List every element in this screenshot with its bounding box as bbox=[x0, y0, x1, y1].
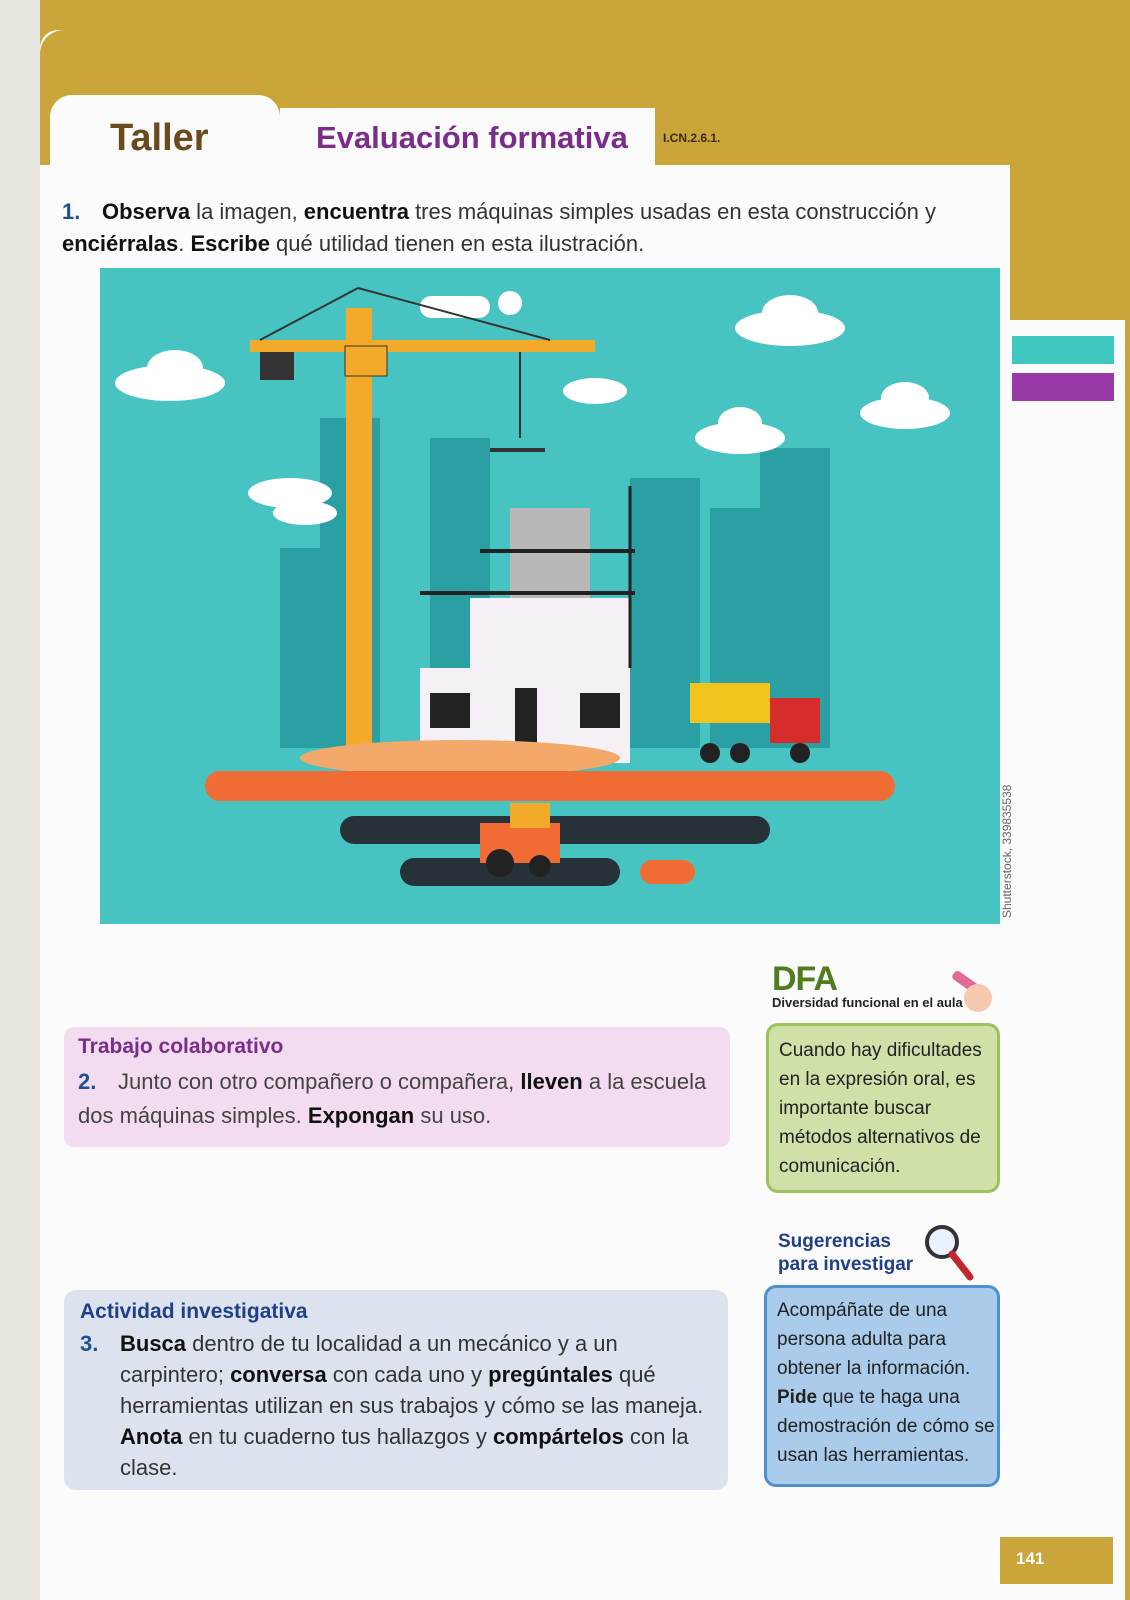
q1-verb-encuentra: encuentra bbox=[303, 199, 409, 224]
trabajo-colaborativo-box bbox=[64, 1027, 730, 1147]
q3-verb-conversa: conversa bbox=[230, 1362, 327, 1387]
purple-stripe bbox=[1012, 373, 1114, 401]
sugerencias-title bbox=[778, 1230, 913, 1276]
collab-title: Trabajo colaborativo bbox=[78, 1035, 284, 1058]
q1-verb-observa: Observa bbox=[102, 199, 191, 224]
gold-right-block bbox=[1010, 160, 1130, 320]
q3-content bbox=[120, 1328, 710, 1483]
q3-text: en tu cuaderno tus hallazgos y bbox=[182, 1424, 493, 1449]
q3-text: qué herramientas utilizan en sus trabajos y cómo se las maneja. bbox=[120, 1362, 704, 1418]
dfa-subtitle: Diversidad funcional en el aula bbox=[772, 995, 963, 1010]
q1-text: tres máquinas simples usadas en esta construcción y bbox=[408, 199, 936, 224]
question-3 bbox=[80, 1328, 720, 1483]
q1-text: . bbox=[178, 231, 191, 256]
question-1 bbox=[62, 196, 962, 260]
dfa-title: DFA bbox=[772, 960, 837, 998]
sugerencias-body bbox=[777, 1296, 999, 1470]
q3-text: dentro de tu localidad a un mecánico y a un carpintero; bbox=[120, 1331, 618, 1387]
q2-verb-lleven: lleven bbox=[520, 1069, 583, 1094]
image-credit: Shutterstock, 339835538 bbox=[1000, 784, 1014, 918]
sugerencias-title-line2: para investigar bbox=[778, 1254, 914, 1275]
taller-label: Taller bbox=[110, 117, 209, 159]
sug-text: Acompáñate de una persona adulta para obtener la información. bbox=[777, 1300, 971, 1379]
taller-tab bbox=[50, 95, 280, 185]
q3-text: con la clase. bbox=[120, 1424, 689, 1480]
dfa-body: Cuando hay dificultades en la expresión oral, es importante buscar métodos alternativos de comunicación. bbox=[779, 1040, 982, 1177]
q2-text: su uso. bbox=[414, 1103, 492, 1128]
invest-title: Actividad investigativa bbox=[80, 1300, 308, 1323]
magnifying-glass-icon bbox=[920, 1222, 976, 1282]
q1-text: qué utilidad tienen en esta ilustración. bbox=[269, 231, 645, 256]
question-2 bbox=[78, 1065, 718, 1133]
teal-stripe bbox=[1012, 336, 1114, 364]
q3-verb-preguntales: pregúntales bbox=[488, 1362, 613, 1387]
q2-text: a la escuela dos máquinas simples. bbox=[78, 1069, 707, 1128]
question-2-number: 2. bbox=[78, 1069, 97, 1094]
evaluacion-label: Evaluación formativa bbox=[316, 120, 628, 155]
q1-verb-escribe: Escribe bbox=[190, 231, 270, 256]
q3-verb-anota: Anota bbox=[120, 1424, 183, 1449]
sugerencias-title-line1: Sugerencias bbox=[778, 1231, 891, 1252]
evaluacion-tab bbox=[280, 108, 655, 165]
q3-text: con cada uno y bbox=[326, 1362, 489, 1387]
q3-verb-compartelos: compártelos bbox=[492, 1424, 624, 1449]
dfa-box bbox=[766, 1023, 1000, 1193]
curriculum-code: I.CN.2.6.1. bbox=[663, 131, 721, 145]
question-1-number: 1. bbox=[62, 199, 81, 224]
sug-verb-pide: Pide bbox=[777, 1387, 818, 1408]
q2-verb-expongan: Expongan bbox=[307, 1103, 415, 1128]
page-number-tab bbox=[1000, 1537, 1113, 1584]
page-number: 141 bbox=[1016, 1549, 1045, 1568]
q2-text: Junto con otro compañero o compañera, bbox=[118, 1069, 521, 1094]
hand-marker-icon bbox=[940, 960, 1000, 1020]
question-3-number: 3. bbox=[80, 1331, 99, 1356]
construction-illustration bbox=[100, 268, 1000, 924]
sugerencias-box bbox=[764, 1285, 1000, 1487]
q1-verb-encierralas: enciérralas bbox=[62, 231, 179, 256]
q1-text: la imagen, bbox=[190, 199, 304, 224]
actividad-investigativa-box bbox=[64, 1290, 728, 1490]
page-shadow-left bbox=[0, 0, 40, 1600]
sug-text: que te haga una demostración de cómo se usan las herramientas. bbox=[777, 1387, 995, 1466]
q3-verb-busca: Busca bbox=[120, 1331, 187, 1356]
